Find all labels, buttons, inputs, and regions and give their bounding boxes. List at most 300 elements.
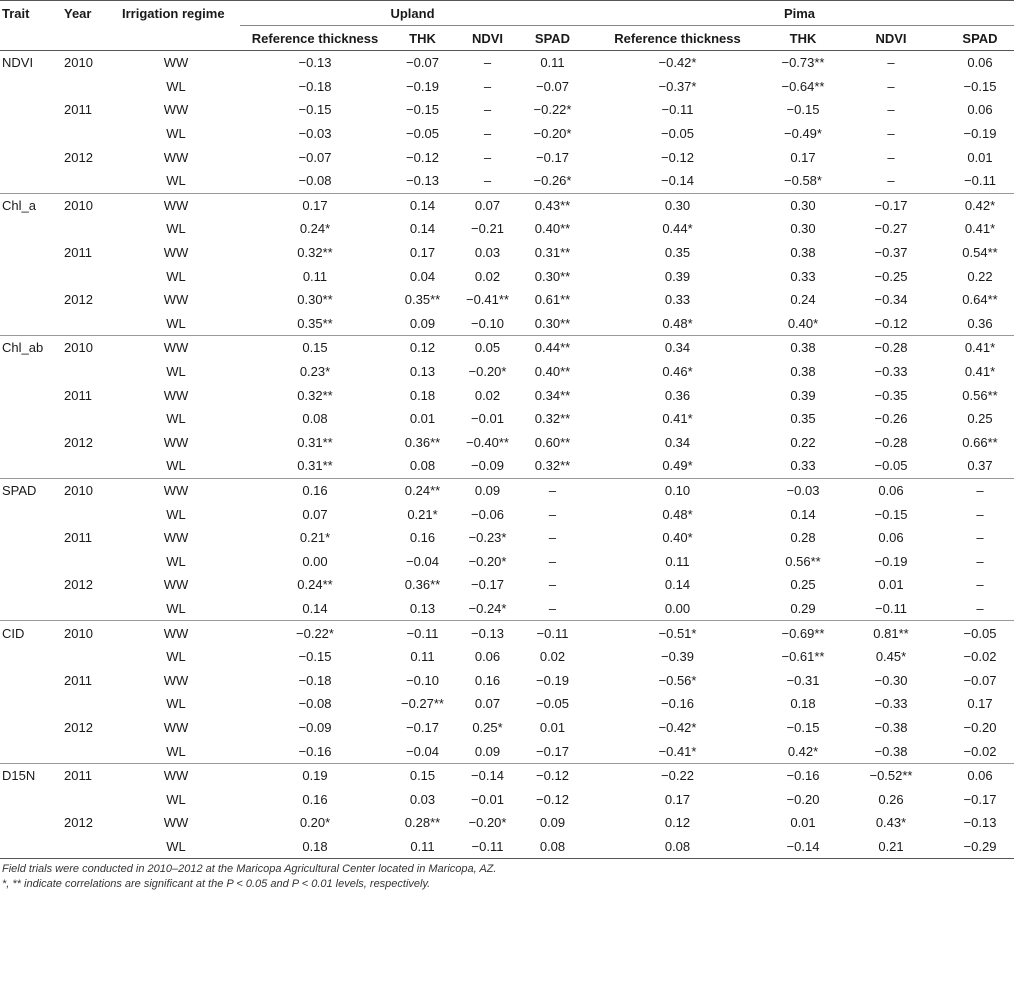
cell-value: −0.38	[874, 719, 908, 735]
cell-value: 0.16	[409, 530, 436, 546]
footnote-trials: Field trials were conducted in 2010–2012 at the Maricopa Agricultural Center located in Maricopa, AZ.	[2, 863, 497, 876]
cell-value: 0.14	[790, 506, 816, 522]
cell-year	[58, 692, 112, 716]
cell-value: 0.37	[946, 454, 1014, 478]
cell-value: 0.08	[539, 838, 566, 854]
cell-trait	[0, 383, 58, 407]
cell-value: −0.42*	[658, 55, 697, 71]
cell-value: −0.12	[536, 791, 569, 807]
cell-value: −0.69**	[781, 625, 825, 641]
cell-value: 0.18	[302, 838, 328, 854]
cell-value: −0.13	[963, 815, 997, 831]
cell-value: −0.12	[836, 312, 946, 336]
table-body	[0, 51, 1014, 859]
cell-value: −0.07	[298, 149, 332, 165]
cell-trait	[0, 835, 58, 859]
cell-value: −0.05	[536, 696, 569, 712]
cell-value: 0.60**	[534, 434, 571, 450]
cell-value: 0.34	[664, 434, 691, 450]
cell-value: –	[976, 482, 984, 498]
cell-regime: WL	[166, 506, 186, 522]
cell-regime: WW	[163, 245, 189, 261]
cell-value: 0.36**	[404, 577, 441, 593]
table-row	[0, 383, 1014, 407]
cell-value: −0.18	[298, 78, 332, 94]
cell-value: –	[887, 102, 895, 118]
cell-regime: WL	[166, 649, 186, 665]
cell-value: 0.07	[474, 197, 501, 213]
cell-trait	[0, 787, 58, 811]
cell-value: 0.23*	[299, 364, 331, 380]
cell-regime: WL	[166, 791, 186, 807]
cell-value: 0.41*	[964, 340, 996, 356]
cell-value: −0.34	[874, 292, 908, 308]
header-regime: Irrigation regime	[112, 1, 240, 26]
cell-value: 0.11	[302, 268, 328, 284]
cell-value: 0.20*	[299, 815, 331, 831]
cell-trait	[0, 526, 58, 550]
cell-value: 0.09	[390, 312, 455, 336]
cell-regime: WL	[112, 312, 240, 336]
cell-value: –	[976, 577, 984, 593]
cell-value: −0.23*	[468, 530, 507, 546]
table-row	[0, 811, 1014, 835]
cell-value: 0.35**	[240, 312, 390, 336]
cell-value: 0.64**	[962, 292, 998, 308]
cell-value: –	[836, 169, 946, 193]
cell-value: 0.35	[664, 245, 691, 261]
cell-value: 0.42*	[964, 197, 996, 213]
cell-year: 2012	[64, 577, 93, 593]
table-row	[0, 312, 1014, 336]
cell-value: 0.24**	[404, 482, 441, 498]
cell-year	[58, 739, 112, 763]
cell-value: 0.56**	[785, 553, 821, 569]
cell-value: −0.05	[836, 454, 946, 478]
cell-value: 0.00	[302, 553, 328, 569]
cell-value: 0.03	[474, 245, 501, 261]
cell-trait	[0, 360, 58, 384]
cell-value: −0.14	[471, 768, 504, 784]
cell-year	[58, 75, 112, 99]
cell-value: –	[946, 597, 1014, 621]
cell-trait	[0, 145, 58, 169]
table-row	[0, 549, 1014, 573]
cell-year	[58, 312, 112, 336]
cell-value: 0.11	[540, 55, 565, 71]
cell-value: 0.40*	[770, 312, 836, 336]
cell-regime: WL	[166, 364, 186, 380]
cell-value: 0.02	[539, 649, 566, 665]
table-footnotes	[0, 863, 1014, 890]
cell-value: 0.24**	[297, 577, 333, 593]
cell-regime: WL	[166, 268, 186, 284]
cell-value: −0.58*	[770, 169, 836, 193]
cell-value: −0.13	[298, 55, 332, 71]
cell-value: 0.17	[302, 197, 328, 213]
cell-value: 0.25*	[472, 719, 503, 735]
cell-trait: Chl_a	[2, 197, 36, 213]
cell-value: −0.12	[661, 149, 694, 165]
cell-value: −0.22*	[533, 102, 572, 118]
cell-value: 0.09	[455, 739, 520, 763]
cell-trait	[0, 549, 58, 573]
cell-trait	[0, 692, 58, 716]
cell-value: 0.06	[967, 102, 993, 118]
cell-year: 2010	[64, 55, 93, 71]
cell-trait: Chl_ab	[2, 340, 44, 356]
cell-value: −0.17	[536, 149, 569, 165]
cell-value: −0.49*	[784, 126, 822, 142]
table-row	[0, 573, 1014, 597]
cell-year: 2010	[64, 197, 93, 213]
cell-value: 0.14	[409, 197, 436, 213]
table-row	[0, 502, 1014, 526]
cell-value: 0.46*	[662, 364, 693, 380]
cell-value: 0.30	[790, 221, 816, 237]
cell-value: −0.19	[963, 126, 997, 142]
cell-trait	[0, 217, 58, 241]
cell-value: 0.81**	[873, 625, 909, 641]
cell-value: 0.31**	[240, 454, 390, 478]
cell-value: −0.29	[963, 838, 997, 854]
cell-value: –	[483, 55, 492, 71]
header-upland-ndvi: NDVI	[455, 26, 520, 51]
table-row	[0, 621, 1014, 645]
cell-value: 0.06	[967, 768, 993, 784]
cell-regime: WW	[163, 149, 189, 165]
header-trait: Trait	[0, 1, 58, 26]
cell-year	[58, 360, 112, 384]
cell-value: 0.14	[409, 221, 436, 237]
table-row	[0, 526, 1014, 550]
cell-value: 0.16	[302, 482, 328, 498]
table-row	[0, 360, 1014, 384]
cell-value: −0.07	[536, 78, 569, 94]
cell-value: –	[548, 577, 557, 593]
cell-value: 0.21*	[407, 506, 438, 522]
cell-regime: WW	[163, 55, 189, 71]
cell-value: −0.12	[406, 149, 439, 165]
cell-value: 0.09	[474, 482, 501, 498]
cell-value: 0.30**	[297, 292, 333, 308]
cell-regime: WW	[163, 577, 189, 593]
table-row	[0, 75, 1014, 99]
cell-value: 0.32**	[297, 245, 333, 261]
cell-value: 0.08	[390, 454, 455, 478]
cell-value: –	[976, 553, 984, 569]
cell-trait	[0, 645, 58, 669]
cell-value: −0.16	[786, 768, 820, 784]
cell-value: 0.03	[409, 791, 436, 807]
table-row	[0, 288, 1014, 312]
cell-regime: WL	[112, 169, 240, 193]
cell-value: 0.33	[790, 268, 816, 284]
cell-value: 0.06	[967, 55, 993, 71]
cell-value: 0.39	[790, 387, 816, 403]
header-pima: Pima	[585, 1, 1014, 26]
cell-regime: WW	[163, 197, 189, 213]
table-row	[0, 193, 1014, 217]
header-row-sub	[0, 26, 1014, 51]
cell-value: −0.17	[471, 577, 504, 593]
cell-regime: WW	[163, 768, 189, 784]
cell-value: 0.40**	[534, 364, 571, 380]
cell-year: 2011	[64, 387, 92, 403]
cell-value: –	[520, 597, 585, 621]
table-row	[0, 241, 1014, 265]
cell-value: −0.05	[661, 126, 694, 142]
cell-value: −0.07	[406, 55, 439, 71]
header-pima-ref: Reference thickness	[585, 26, 770, 51]
cell-regime: WL	[166, 411, 186, 427]
cell-value: 0.22	[790, 434, 816, 450]
cell-value: 0.41*	[964, 221, 996, 237]
cell-year	[58, 502, 112, 526]
cell-trait	[0, 98, 58, 122]
cell-value: –	[976, 530, 984, 546]
cell-regime: WL	[112, 454, 240, 478]
cell-value: −0.03	[786, 482, 820, 498]
cell-regime: WL	[166, 696, 186, 712]
cell-trait	[0, 811, 58, 835]
cell-value: 0.09	[539, 815, 566, 831]
table-row	[0, 407, 1014, 431]
header-pima-thk: THK	[770, 26, 836, 51]
cell-value: –	[887, 78, 895, 94]
cell-trait	[0, 241, 58, 265]
cell-value: −0.10	[406, 672, 439, 688]
cell-value: 0.01	[790, 815, 816, 831]
cell-trait: SPAD	[2, 482, 37, 498]
cell-trait	[0, 739, 58, 763]
cell-value: 0.06	[878, 530, 904, 546]
cell-trait	[0, 573, 58, 597]
cell-value: 0.14	[240, 597, 390, 621]
cell-value: 0.30	[790, 197, 816, 213]
cell-year	[58, 835, 112, 859]
cell-year: 2012	[64, 719, 93, 735]
cell-value: −0.56*	[658, 672, 697, 688]
cell-value: 0.02	[474, 268, 501, 284]
cell-value: 0.06	[878, 482, 904, 498]
cell-value: −0.64**	[781, 78, 825, 94]
cell-value: −0.15	[786, 719, 820, 735]
cell-value: 0.48*	[662, 506, 693, 522]
cell-value: −0.13	[390, 169, 455, 193]
cell-value: 0.42*	[770, 739, 836, 763]
cell-value: 0.12	[409, 340, 436, 356]
table-row	[0, 763, 1014, 787]
cell-value: −0.16	[240, 739, 390, 763]
cell-value: 0.34	[664, 340, 691, 356]
cell-regime: WL	[112, 597, 240, 621]
cell-trait	[0, 75, 58, 99]
cell-value: −0.15	[298, 102, 332, 118]
table-row	[0, 431, 1014, 455]
cell-value: 0.21*	[299, 530, 331, 546]
cell-year	[58, 407, 112, 431]
cell-value: 0.01	[409, 411, 436, 427]
cell-value: 0.36**	[404, 434, 441, 450]
cell-value: 0.25	[967, 411, 993, 427]
cell-value: 0.28	[790, 530, 816, 546]
table-row	[0, 645, 1014, 669]
cell-value: 0.04	[409, 268, 436, 284]
cell-value: −0.06	[471, 506, 504, 522]
cell-value: −0.27**	[400, 696, 444, 712]
cell-value: −0.37*	[658, 78, 697, 94]
cell-value: −0.12	[536, 768, 569, 784]
table-row	[0, 692, 1014, 716]
cell-value: 0.44**	[534, 340, 571, 356]
cell-value: −0.26	[874, 411, 908, 427]
cell-value: −0.15	[406, 102, 439, 118]
cell-year: 2010	[64, 340, 93, 356]
cell-value: –	[483, 78, 492, 94]
cell-value: 0.40*	[662, 530, 693, 546]
cell-value: 0.28**	[404, 815, 441, 831]
cell-value: –	[887, 55, 895, 71]
cell-regime: WW	[163, 434, 189, 450]
cell-value: −0.61**	[781, 649, 825, 665]
header-upland: Upland	[240, 1, 585, 26]
cell-value: 0.32**	[534, 411, 571, 427]
cell-value: 0.01	[878, 577, 904, 593]
cell-value: −0.18	[298, 672, 332, 688]
cell-value: 0.33	[770, 454, 836, 478]
cell-value: −0.01	[471, 791, 504, 807]
cell-value: –	[548, 506, 557, 522]
cell-value: −0.11	[946, 169, 1014, 193]
cell-regime: WL	[166, 78, 186, 94]
cell-value: 0.15	[409, 768, 436, 784]
cell-value: −0.05	[406, 126, 439, 142]
header-year: Year	[58, 1, 112, 26]
cell-value: 0.16	[302, 791, 328, 807]
cell-value: 0.31**	[297, 434, 333, 450]
cell-regime: WW	[163, 719, 189, 735]
cell-trait: D15N	[2, 768, 36, 784]
cell-value: −0.19	[874, 553, 908, 569]
cell-value: 0.02	[474, 387, 501, 403]
table-row	[0, 835, 1014, 859]
cell-value: 0.17	[790, 149, 816, 165]
cell-value: 0.30**	[534, 268, 571, 284]
cell-trait	[0, 122, 58, 146]
cell-trait	[0, 288, 58, 312]
cell-trait: NDVI	[2, 55, 34, 71]
cell-value: 0.17	[664, 791, 691, 807]
cell-value: 0.33	[664, 292, 691, 308]
cell-regime: WW	[163, 625, 189, 641]
cell-value: 0.08	[302, 411, 328, 427]
cell-value: −0.20	[786, 791, 820, 807]
table-row	[0, 217, 1014, 241]
cell-value: −0.41*	[585, 739, 770, 763]
cell-year: 2010	[64, 482, 93, 498]
cell-value: 0.01	[539, 719, 566, 735]
cell-value: −0.15	[963, 78, 997, 94]
footnote-significance: *, ** indicate correlations are significant at the P < 0.05 and P < 0.01 levels, respectively.	[2, 878, 431, 891]
cell-value: −0.42*	[658, 719, 697, 735]
cell-value: 0.12	[664, 815, 691, 831]
cell-value: 0.61**	[534, 292, 571, 308]
cell-value: −0.11	[471, 838, 504, 854]
cell-regime: WW	[163, 292, 189, 308]
cell-value: −0.37	[874, 245, 908, 261]
cell-trait	[0, 312, 58, 336]
cell-value: 0.49*	[585, 454, 770, 478]
cell-year: 2011	[64, 245, 92, 261]
cell-year: 2011	[64, 672, 92, 688]
cell-year	[58, 454, 112, 478]
cell-year: 2012	[64, 815, 93, 831]
cell-value: −0.28	[874, 340, 908, 356]
cell-value: 0.38	[790, 364, 816, 380]
cell-value: −0.15	[298, 649, 332, 665]
table-row	[0, 169, 1014, 193]
header-upland-thk: THK	[390, 26, 455, 51]
cell-value: −0.10	[455, 312, 520, 336]
cell-value: −0.20*	[468, 364, 507, 380]
table-row	[0, 98, 1014, 122]
cell-value: 0.56**	[962, 387, 998, 403]
cell-value: 0.38	[790, 340, 816, 356]
cell-value: −0.20	[963, 719, 997, 735]
cell-value: 0.34**	[534, 387, 571, 403]
cell-value: 0.05	[474, 340, 501, 356]
cell-value: 0.31**	[534, 245, 571, 261]
cell-value: −0.33	[874, 364, 908, 380]
cell-value: −0.17	[874, 197, 908, 213]
cell-value: –	[548, 553, 557, 569]
cell-value: −0.08	[298, 696, 332, 712]
cell-value: –	[887, 126, 895, 142]
table-row	[0, 122, 1014, 146]
cell-value: 0.26	[878, 791, 904, 807]
cell-value: 0.14	[664, 577, 691, 593]
cell-regime: WL	[166, 126, 186, 142]
cell-value: 0.17	[409, 245, 436, 261]
header-upland-ref: Reference thickness	[240, 26, 390, 51]
cell-value: −0.14	[585, 169, 770, 193]
cell-value: –	[483, 126, 492, 142]
cell-value: −0.19	[536, 672, 569, 688]
table-row	[0, 336, 1014, 360]
cell-value: 0.24	[790, 292, 816, 308]
cell-value: −0.17	[520, 739, 585, 763]
cell-value: 0.06	[474, 649, 501, 665]
cell-value: 0.22	[967, 268, 993, 284]
table-row	[0, 597, 1014, 621]
cell-value: 0.11	[410, 649, 435, 665]
cell-year: 2011	[64, 768, 92, 784]
cell-value: −0.35	[874, 387, 908, 403]
cell-value: 0.00	[585, 597, 770, 621]
cell-value: −0.11	[536, 625, 569, 641]
cell-value: −0.51*	[658, 625, 697, 641]
cell-value: –	[548, 482, 557, 498]
cell-value: 0.30	[664, 197, 691, 213]
cell-trait	[0, 597, 58, 621]
cell-trait	[0, 716, 58, 740]
cell-year	[58, 264, 112, 288]
cell-value: 0.66**	[962, 434, 998, 450]
cell-value: 0.18	[790, 696, 816, 712]
cell-value: −0.52**	[869, 768, 913, 784]
cell-value: −0.07	[963, 672, 997, 688]
